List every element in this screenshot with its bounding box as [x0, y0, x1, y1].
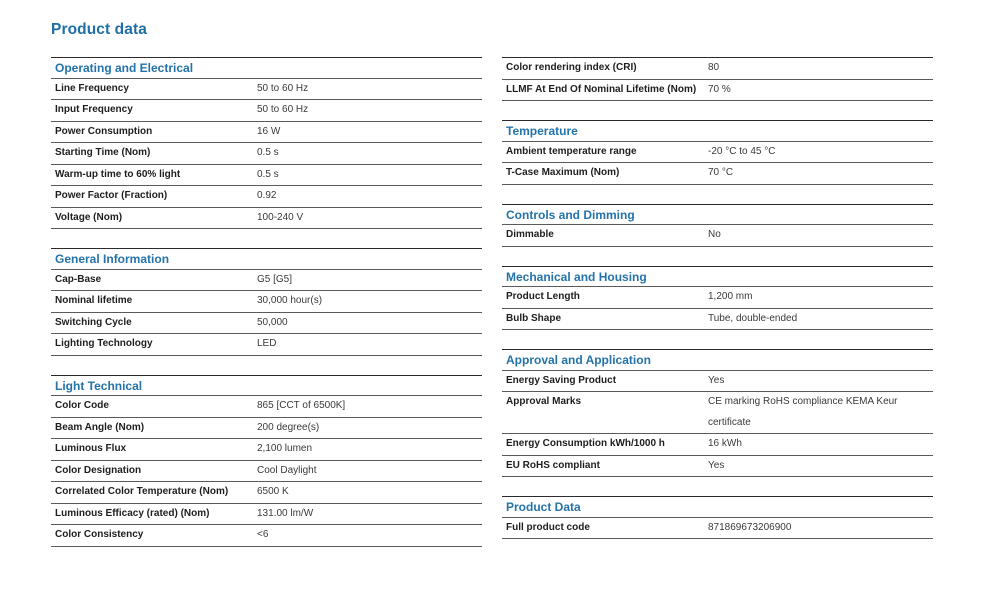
spec-value: 100-240 V	[257, 211, 304, 223]
spec-row	[502, 58, 933, 80]
spec-row	[502, 518, 933, 540]
spec-label: Luminous Flux	[55, 443, 127, 454]
section-heading: Approval and Application	[502, 350, 933, 371]
spec-row	[51, 396, 482, 418]
spec-value: 1,200 mm	[708, 291, 753, 302]
spec-label: Switching Cycle	[55, 316, 132, 328]
spec-section-controls-and-dimming	[502, 204, 933, 247]
section-heading: General Information	[51, 249, 482, 270]
spec-section-continued	[502, 57, 933, 101]
spec-label: LLMF At End Of Nominal Lifetime (Nom)	[506, 83, 697, 95]
left-spec-column	[51, 57, 482, 547]
spec-row	[51, 504, 482, 526]
spec-section-approval-and-application	[502, 349, 933, 477]
spec-value: 50 to 60 Hz	[257, 104, 309, 115]
section-heading: Controls and Dimming	[502, 205, 933, 226]
spec-label: Line Frequency	[55, 82, 129, 94]
spec-row	[51, 143, 482, 165]
spec-row	[51, 313, 482, 335]
spec-row	[51, 439, 482, 461]
spec-section-product-data	[502, 496, 933, 539]
spec-row	[502, 456, 933, 478]
spec-section-mechanical-and-housing	[502, 266, 933, 331]
spec-value: 50,000	[257, 316, 288, 328]
spec-label: Color Designation	[55, 464, 142, 476]
spec-label: Voltage (Nom)	[55, 211, 123, 223]
spec-row	[502, 287, 933, 309]
spec-label: Warm-up time to 60% light	[55, 168, 181, 180]
spec-row	[502, 80, 933, 102]
spec-row	[51, 334, 482, 356]
spec-value: 865 [CCT of 6500K]	[257, 400, 346, 411]
section-heading: Light Technical	[51, 376, 482, 397]
spec-label: Power Factor (Fraction)	[55, 190, 168, 201]
spec-value: 0.5 s	[257, 147, 279, 158]
spec-row	[502, 225, 933, 247]
spec-row	[51, 270, 482, 292]
spec-value: 30,000 hour(s)	[257, 295, 323, 306]
spec-label: Input Frequency	[55, 104, 133, 115]
spec-value: 50 to 60 Hz	[257, 82, 309, 94]
spec-row	[51, 100, 482, 122]
spec-row	[502, 163, 933, 185]
spec-value: <6	[257, 529, 269, 540]
spec-label: Product Length	[506, 291, 580, 302]
spec-row	[51, 165, 482, 187]
spec-value: 2,100 lumen	[257, 443, 313, 454]
spec-row	[51, 186, 482, 208]
spec-label: Lighting Technology	[55, 338, 153, 349]
spec-label: Starting Time (Nom)	[55, 147, 151, 158]
spec-value: -20 °C to 45 °C	[708, 145, 776, 157]
spec-value: 131.00 lm/W	[257, 507, 314, 519]
spec-row	[51, 291, 482, 313]
spec-section-general-information	[51, 248, 482, 356]
spec-value: G5 [G5]	[257, 273, 293, 285]
spec-row	[51, 79, 482, 101]
spec-value: Tube, double-ended	[708, 312, 798, 324]
spec-label: Approval Marks	[506, 396, 582, 407]
spec-value: 16 kWh	[708, 438, 742, 449]
spec-label: Full product code	[506, 521, 590, 533]
spec-row	[51, 482, 482, 504]
spec-row	[51, 418, 482, 440]
section-heading: Operating and Electrical	[51, 58, 482, 79]
spec-label: Power Consumption	[55, 125, 153, 137]
spec-label: Cap-Base	[55, 273, 102, 285]
spec-label: Color rendering index (CRI)	[506, 62, 637, 73]
spec-section-operating-and-electrical	[51, 57, 482, 229]
spec-section-temperature	[502, 120, 933, 185]
spec-value: LED	[257, 338, 277, 349]
spec-value: 871869673206900	[708, 521, 792, 533]
spec-value: No	[708, 229, 721, 240]
spec-label: Energy Consumption kWh/1000 h	[506, 438, 665, 449]
spec-value: 6500 K	[257, 486, 289, 497]
spec-row	[51, 122, 482, 144]
spec-label: EU RoHS compliant	[506, 459, 600, 471]
section-heading: Mechanical and Housing	[502, 267, 933, 288]
spec-value: 70 %	[708, 83, 731, 95]
section-heading: Product Data	[502, 497, 933, 518]
spec-value: Yes	[708, 374, 725, 386]
spec-value: 200 degree(s)	[257, 421, 320, 433]
spec-value: Yes	[708, 459, 725, 471]
spec-value: 70 °C	[708, 167, 734, 178]
spec-label: Color Consistency	[55, 529, 144, 540]
spec-value: 16 W	[257, 125, 281, 137]
spec-label: Color Code	[55, 400, 109, 411]
spec-value: 0.5 s	[257, 168, 279, 180]
spec-value: 0.92	[257, 190, 277, 201]
spec-section-light-technical	[51, 375, 482, 547]
spec-row	[502, 309, 933, 331]
page-title: Product data	[51, 21, 147, 38]
spec-row	[51, 461, 482, 483]
spec-label: Bulb Shape	[506, 312, 562, 324]
spec-value: 80	[708, 62, 720, 73]
section-heading: Temperature	[502, 121, 933, 142]
spec-row	[502, 392, 933, 434]
spec-label: T-Case Maximum (Nom)	[506, 167, 620, 178]
spec-label: Beam Angle (Nom)	[55, 421, 145, 433]
spec-value: CE marking RoHS compliance KEMA Keur certificate	[708, 396, 898, 428]
spec-row	[502, 142, 933, 164]
spec-label: Energy Saving Product	[506, 374, 617, 386]
spec-label: Correlated Color Temperature (Nom)	[55, 486, 229, 497]
spec-row	[51, 525, 482, 547]
spec-row	[51, 208, 482, 230]
spec-value: Cool Daylight	[257, 464, 317, 476]
spec-label: Nominal lifetime	[55, 295, 133, 306]
spec-label: Luminous Efficacy (rated) (Nom)	[55, 507, 210, 519]
spec-row	[502, 371, 933, 393]
spec-label: Ambient temperature range	[506, 145, 637, 157]
spec-label: Dimmable	[506, 229, 554, 240]
right-spec-column	[502, 57, 933, 539]
spec-row	[502, 434, 933, 456]
